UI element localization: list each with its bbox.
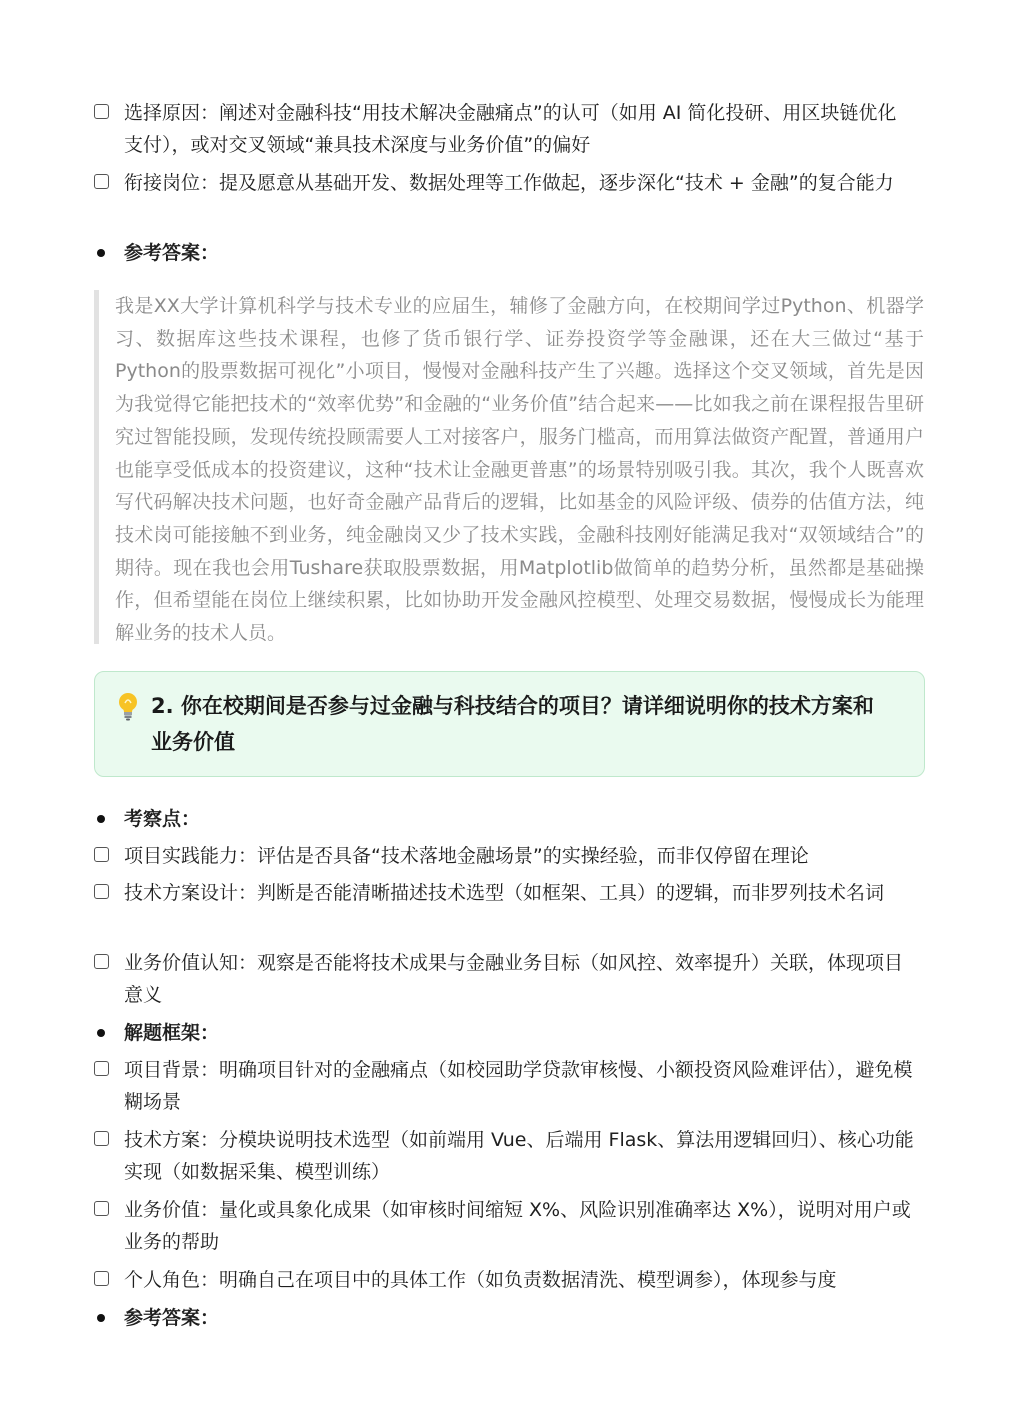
checkbox[interactable] (94, 104, 109, 119)
checklist-item-text: 业务价值：量化或具象化成果（如审核时间缩短 X%、风险识别准确率达 X%），说明对用户或业务的帮助 (124, 1199, 911, 1253)
checklist-item (94, 97, 914, 161)
checklist-item-text: 项目实践能力：评估是否具备“技术落地金融场景”的实操经验，而非仅停留在理论 (124, 845, 809, 867)
checkbox[interactable] (94, 1131, 109, 1146)
checkbox[interactable] (94, 1271, 109, 1286)
checklist-item (94, 1264, 914, 1296)
framework-heading: 解题框架： (94, 1017, 914, 1049)
question-callout (94, 671, 925, 777)
checklist-item-text: 选择原因：阐述对金融科技“用技术解决金融痛点”的认可（如用 AI 简化投研、用区块链优化支付），或对交叉领域“兼具技术深度与业务价值”的偏好 (124, 102, 897, 156)
bullet-dot (97, 1029, 105, 1037)
reference-answer-quote (94, 290, 924, 644)
checklist-item-text: 技术方案：分模块说明技术选型（如前端用 Vue、后端用 Flask、算法用逻辑回归）、核心功能实现（如数据采集、模型训练） (124, 1129, 914, 1183)
bullet-dot (97, 1314, 105, 1322)
checklist-item-text: 项目背景：明确项目针对的金融痛点（如校园助学贷款审核慢、小额投资风险难评估），避免模糊场景 (124, 1059, 913, 1113)
checklist-item (94, 1194, 914, 1258)
question-title: 2. 你在校期间是否参与过金融与科技结合的项目？请详细说明你的技术方案和业务价值 (151, 694, 874, 754)
checklist-item (94, 840, 914, 872)
answer-heading: 参考答案： (94, 1302, 914, 1334)
checklist-item (94, 1054, 914, 1118)
checklist-item-text: 个人角色：明确自己在项目中的具体工作（如负责数据清洗、模型调参），体现参与度 (124, 1269, 837, 1291)
checkbox[interactable] (94, 954, 109, 969)
checklist-item (94, 877, 914, 909)
checklist-item-text: 技术方案设计：判断是否能清晰描述技术选型（如框架、工具）的逻辑，而非罗列技术名词 (124, 882, 885, 904)
bullet-dot (97, 249, 105, 257)
checkbox[interactable] (94, 847, 109, 862)
bullet-dot (97, 815, 105, 823)
reference-answer-text: 我是XX大学计算机科学与技术专业的应届生，辅修了金融方向，在校期间学过Python、机器学习、数据库这些技术课程，也修了货币银行学、证券投资学等金融课，还在大三做过“基于Python的股票数据可视化”小项目，慢慢对金融科技产生了兴趣。选择这个交叉领域，首先是因为我觉得它能把技术的“效率优势”和金融的“业务价值”结合起来——比如我之前在课程报告里研究过智能投顾，发现传统投顾需要人工对接客户，服务门槛高，而用算法做资产配置，普通用户也能享受低成本的投资建议，这种“技术让金融更普惠”的场景特别吸引我。其次，我个人既喜欢写代码解决技术问题，也好奇金融产品背后的逻辑，比如基金的风险评级、债券的估值方法，纯技术岗可能接触不到业务，纯金融岗又少了技术实践，金融科技刚好能满足我对“双领域结合”的期待。现在我也会用Tushare获取股票数据，用Matplotlib做简单的趋势分析，虽然都是基础操作，但希望能在岗位上继续积累，比如协助开发金融风控模型、处理交易数据，慢慢成长为能理解业务的技术人员。 (115, 295, 924, 645)
answer-heading: 参考答案： (94, 237, 914, 269)
checkbox[interactable] (94, 1201, 109, 1216)
checkbox[interactable] (94, 884, 109, 899)
checklist-item-text: 业务价值认知：观察是否能将技术成果与金融业务目标（如风控、效率提升）关联，体现项目意义 (124, 952, 904, 1006)
points-heading: 考察点： (94, 803, 914, 835)
checklist-item (94, 167, 914, 199)
checklist-item (94, 1124, 914, 1188)
checklist-item-text: 衔接岗位：提及愿意从基础开发、数据处理等工作做起，逐步深化“技术 + 金融”的复合能力 (124, 172, 894, 194)
lightbulb-icon (117, 692, 139, 722)
checklist-item (94, 947, 914, 1011)
checkbox[interactable] (94, 1061, 109, 1076)
checkbox[interactable] (94, 174, 109, 189)
